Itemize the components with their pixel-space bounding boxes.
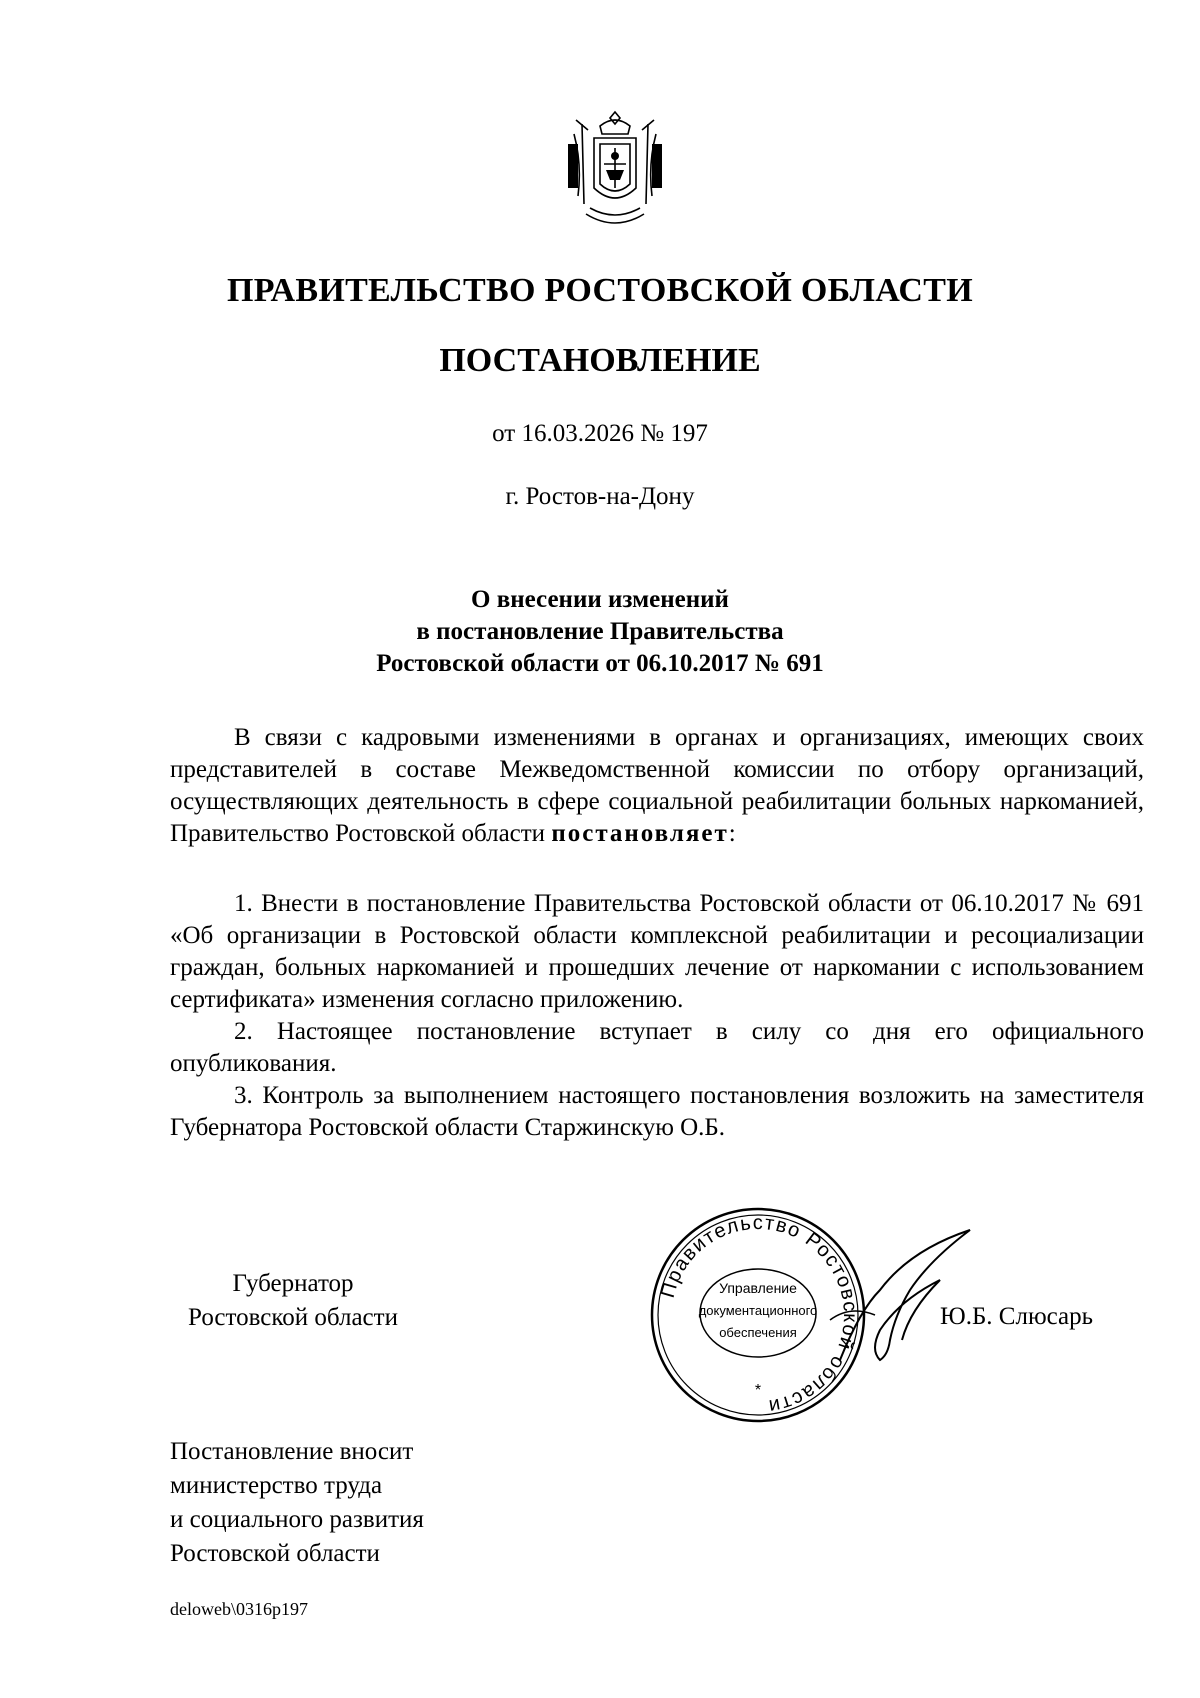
stamp-ring-text: Правительство Ростовской области <box>656 1211 862 1418</box>
organization-title: ПРАВИТЕЛЬСТВО РОСТОВСКОЙ ОБЛАСТИ <box>227 272 973 309</box>
preamble-paragraph <box>170 722 1144 850</box>
preamble-keyword: постановляет <box>551 820 729 847</box>
subject-line: в постановление Правительства <box>416 618 784 645</box>
stamp-star: * <box>754 1382 762 1399</box>
subject-line: О внесении изменений <box>471 586 729 613</box>
signatory-position-line: Губернатор <box>232 1270 354 1297</box>
submitted-by-line: министерство труда <box>170 1472 383 1499</box>
footer-reference: deloweb\0316p197 <box>170 1599 308 1619</box>
stamp-center-line: документационного <box>698 1303 818 1318</box>
coat-of-arms-icon <box>560 104 670 234</box>
document-subject <box>0 584 1200 680</box>
resolution-items <box>170 888 1144 1144</box>
preamble-tail: : <box>728 820 736 847</box>
stamp-center-line: Управление <box>719 1280 797 1296</box>
resolution-item: 3. Контроль за выполнением настоящего постановления возложить на заместителя Губернатора Ростовской области Старжинскую О.Б. <box>170 1082 1144 1141</box>
signatory-name: Ю.Б. Слюсарь <box>940 1303 1094 1330</box>
document-type: ПОСТАНОВЛЕНИЕ <box>439 342 761 379</box>
stamp-center-line: обеспечения <box>719 1325 797 1340</box>
preamble-text: В связи с кадровыми изменениями в органах и организациях, имеющих своих представителей в составе Межведомственной комиссии по отбору организаций, осуществляющих деятельность в сфере социальной реабилитации больных наркоманией, Правительство Ростовской области <box>170 724 1144 847</box>
submitted-by-line: Постановление вносит <box>170 1438 414 1465</box>
submitted-by-line: и социального развития <box>170 1506 424 1533</box>
document-city: г. Ростов-на-Дону <box>505 483 695 510</box>
resolution-item: 1. Внести в постановление Правительства Ростовской области от 06.10.2017 № 691 «Об организации в Ростовской области комплексной реабилитации и ресоциализации граждан, больных наркоманией и прошедших лечение от наркомании с использованием сертификата» изменения согласно приложению. <box>170 890 1144 1013</box>
submitted-by-line: Ростовской области <box>170 1540 380 1567</box>
document-date-number: от 16.03.2026 № 197 <box>492 420 708 447</box>
signatory-position <box>163 1267 423 1335</box>
signatory-position-line: Ростовской области <box>188 1304 398 1331</box>
resolution-item: 2. Настоящее постановление вступает в силу со дня его официального опубликования. <box>170 1018 1144 1077</box>
handwritten-signature <box>820 1220 980 1370</box>
submitted-by <box>170 1435 424 1571</box>
subject-line: Ростовской области от 06.10.2017 № 691 <box>376 650 824 677</box>
